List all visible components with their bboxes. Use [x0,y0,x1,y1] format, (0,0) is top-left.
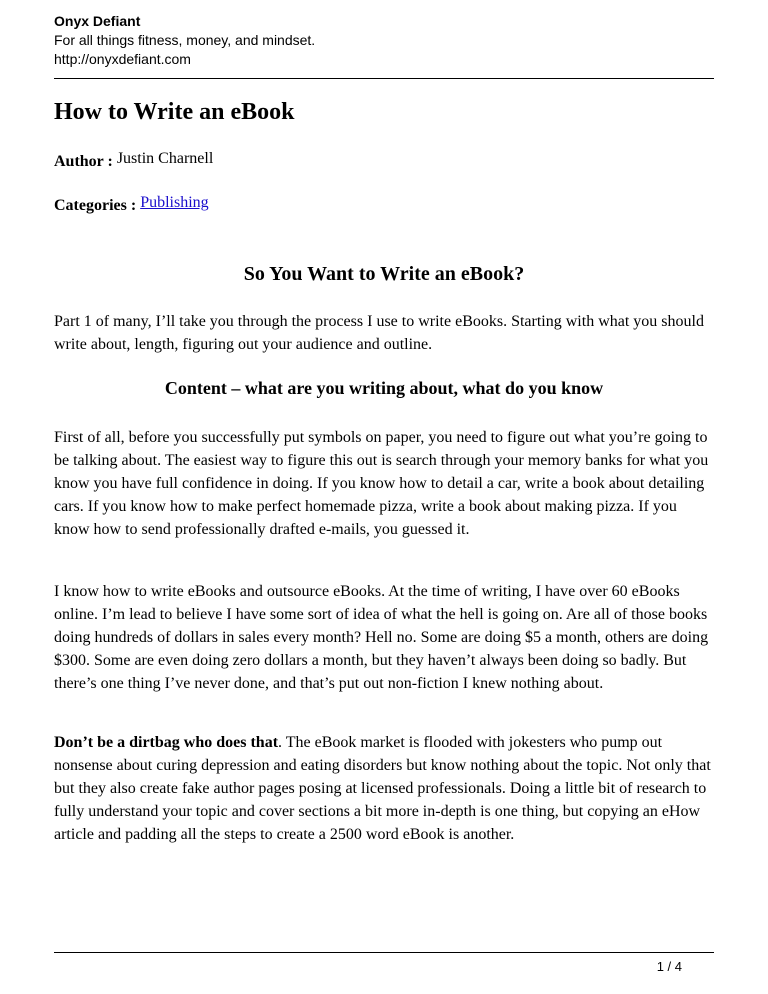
section-heading-content: Content – what are you writing about, what do you know [164,378,604,398]
body-paragraph-1: First of all, before you successfully put symbols on paper, you need to figure out what you’re going to be talking about. The easiest way to figure this out is search through your memory banks for what you know you have full confidence in doing. If you know how to detail a car, write a book about detailing cars. If you know how to make perfect homemade pizza, write a book about making pizza. If you know how to send professionally drafted e-mails, you guessed it. [54,429,709,538]
site-url: http://onyxdefiant.com [54,51,191,67]
categories-line [54,196,209,216]
header-divider [54,78,714,79]
document-page [54,0,714,994]
site-header [54,12,714,69]
paragraph-rest: . The eBook market is flooded with jokesters who pump out nonsense about curing depression and eating disorders but know nothing about the topic. Not only that but they also create fake author pages posing at licensed professionals. Doing a little bit of research to fully understand your topic and cover sections a bit more in-depth is one thing, but copying an eHow article and padding all the steps to create a 2500 word eBook is another. [54,734,711,843]
author-label: Author : [54,153,113,170]
section-heading-main: So You Want to Write an eBook? [243,263,525,285]
author-name: Justin Charnell [116,150,214,167]
site-tagline: For all things fitness, money, and mindset. [54,32,316,48]
category-link-publishing[interactable]: Publishing [140,194,209,211]
footer-divider [54,952,714,953]
paragraph-lead-bold: Don’t be a dirtbag who does that [54,734,279,751]
intro-paragraph: Part 1 of many, I’ll take you through the process I use to write eBooks. Starting with what you should write about, length, figuring out your audience and outline. [54,313,704,353]
body-paragraph-2: I know how to write eBooks and outsource eBooks. At the time of writing, I have over 60 eBooks online. I’m lead to believe I have some sort of idea of what the hell is going on. Are all of those books doing hundreds of dollars in sales every month? Hell no. Some are doing $5 a month, others are doing $300. Some are even doing zero dollars a month, but they haven’t always been doing so badly. But there’s one thing I’ve never done, and that’s put out non-fiction I knew nothing about. [54,583,709,692]
author-line [54,152,213,172]
site-name: Onyx Defiant [54,13,141,29]
categories-label: Categories : [54,197,137,214]
body-paragraph-3 [54,731,714,846]
post-title: How to Write an eBook [54,99,295,125]
page-number: 1 / 4 [656,959,682,974]
